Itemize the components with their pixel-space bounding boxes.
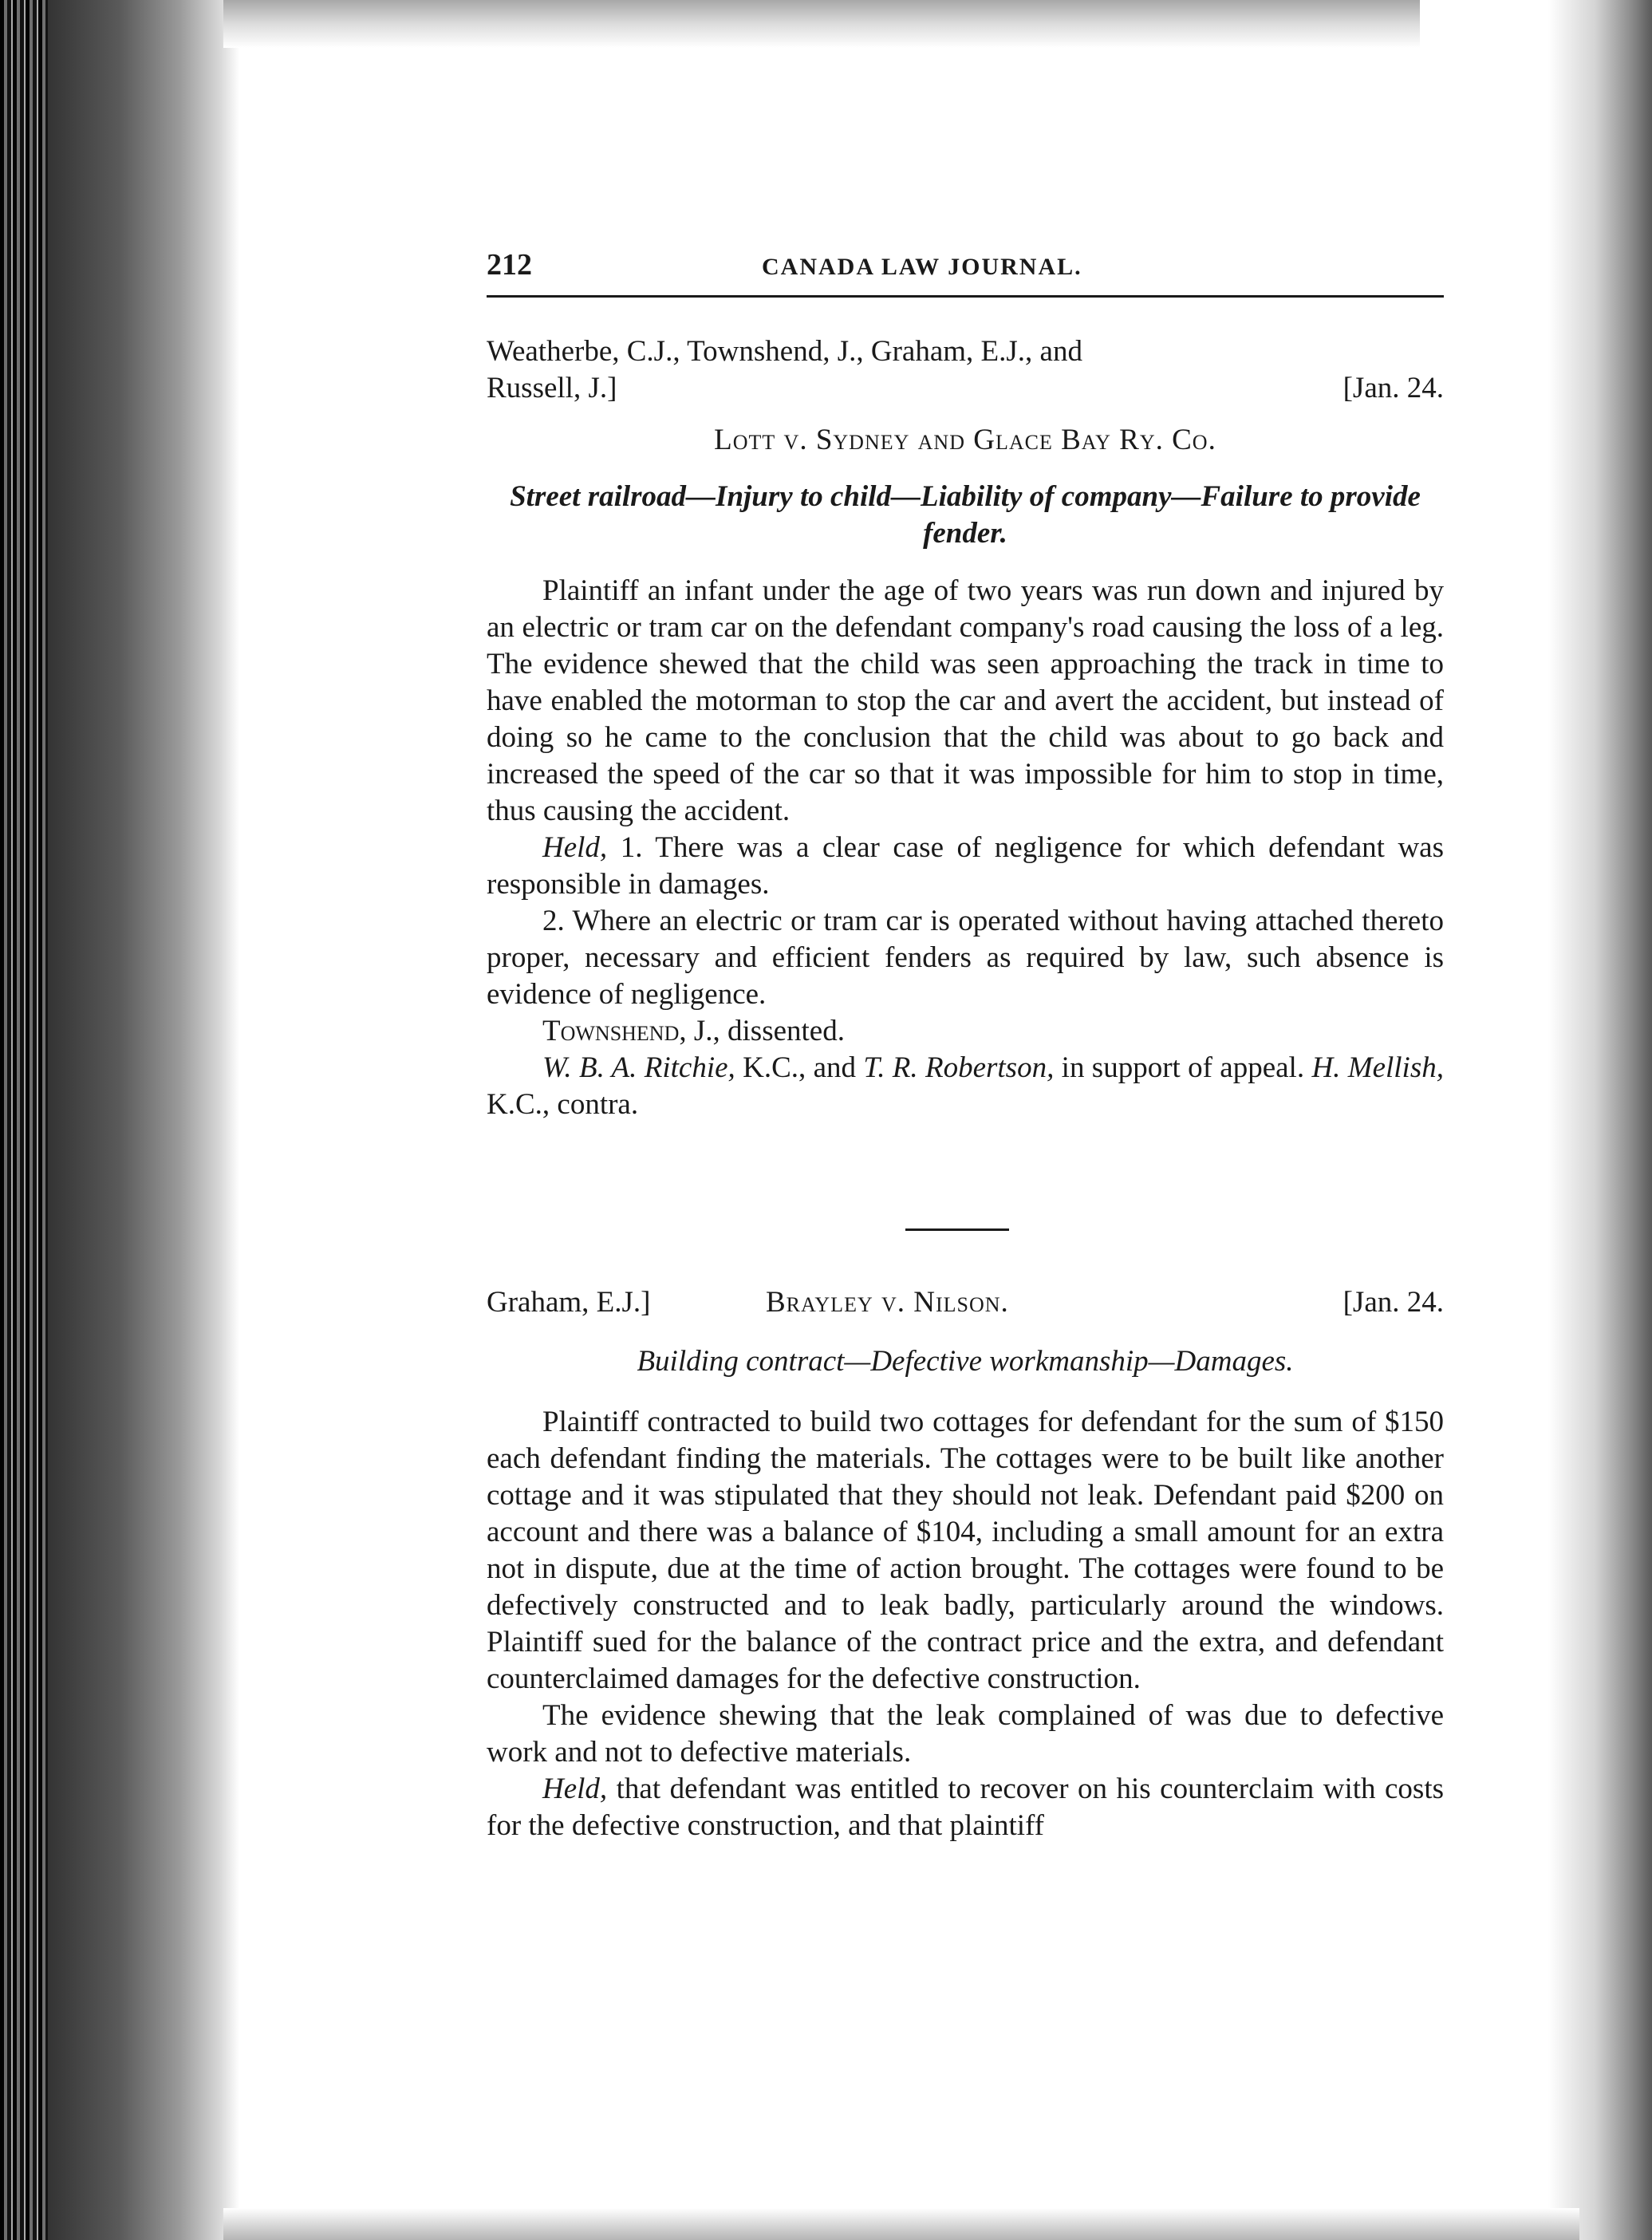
case2-date: [Jan. 24. [1342,1286,1444,1319]
case1-judges-line-2 [487,370,1444,407]
case1-title: Lott v. Sydney and Glace Bay Ry. Co. [714,424,1216,456]
right-edge-shadow [1548,0,1652,2240]
header-rule [487,295,1444,298]
case1-body [487,573,1444,1123]
case1-facts: Plaintiff an infant under the age of two years was run down and injured by an electric or tram car on the defendant company's road causing the loss of a leg. The evidence shewed that the child was seen approaching the track in time to have enabled the motorman to stop the car and avert the accident, but instead of doing so he came to the conclusion that the child was about to go back and increased the speed of the car so that it was impossible for him to stop in time, thus causing the accident. [487,574,1444,827]
case1-headnote: Street railroad—Injury to child—Liability of company—Failure to provide fender. [510,480,1421,550]
case2-facts: Plaintiff contracted to build two cottages for defendant for the sum of $150 each defendant finding the materials. The cottages were to be built like another cottage and it was stipulated that they should not leak. Defendant paid $200 on account and there was a balance of $104, including a small amount for an extra not in dispute, due at the time of action brought. The cottages were found to be defectively constructed and to leak badly, particularly around the windows. Plaintiff sued for the balance of the contract price and the extra, and defendant counterclaimed damages for the defective construction. [487,1406,1444,1695]
running-head [487,247,1444,287]
case2-title: Brayley v. Nilson. [766,1286,1009,1319]
case2-headnote: Building contract—Defective workmanship—Damages. [637,1345,1294,1378]
case1-dissent-rest: , J., dissented. [679,1015,845,1047]
case1-date: [Jan. 24. [1342,372,1444,404]
case1-held-label: Held, [542,831,608,864]
case1-judges-text-2: Russell, J.] [487,372,617,404]
case1-dissent-name: Townshend [542,1015,680,1047]
case1-counsel [487,1050,1444,1123]
case2-held-label: Held, [542,1773,608,1805]
case2-body [487,1404,1444,1844]
case1-counsel-3-rest: K.C., contra. [487,1088,639,1121]
case2-held [487,1771,1444,1844]
case1-counsel-2-rest: in support of appeal. [1054,1051,1312,1084]
case1-held-1-text: 1. There was a clear case of negligence for which defendant was responsible in damages. [487,831,1444,901]
case1-judges-text-1: Weatherbe, C.J., Townshend, J., Graham, E.J., and [487,335,1082,368]
case-divider [905,1228,1009,1231]
case1-counsel-2: T. R. Robertson, [863,1051,1055,1084]
case1-held-1 [487,830,1444,903]
binding-edge [0,0,48,2240]
case2-header [487,1284,1444,1321]
case1-counsel-3: H. Mellish, [1311,1051,1444,1084]
case1-judges-line-1 [487,333,1444,370]
case2-judge: Graham, E.J.] [487,1286,651,1319]
journal-title: CANADA LAW JOURNAL. [762,254,1082,280]
page-number: 212 [487,248,532,282]
case1-counsel-1: W. B. A. Ritchie, [542,1051,735,1084]
case2-held-text: that defendant was entitled to recover on his counterclaim with costs for the defective construction, and that plaintiff [487,1773,1444,1842]
case1-dissent [487,1013,1444,1050]
case1-counsel-1-rest: K.C., and [735,1051,864,1084]
page [487,0,1444,2240]
case1-held-2: 2. Where an electric or tram car is operated without having attached thereto proper, necessary and efficient fenders as required by law, such absence is evidence of negligence. [487,905,1444,1011]
case2-evidence: The evidence shewing that the leak complained of was due to defective work and not to defective materials. [487,1699,1444,1769]
